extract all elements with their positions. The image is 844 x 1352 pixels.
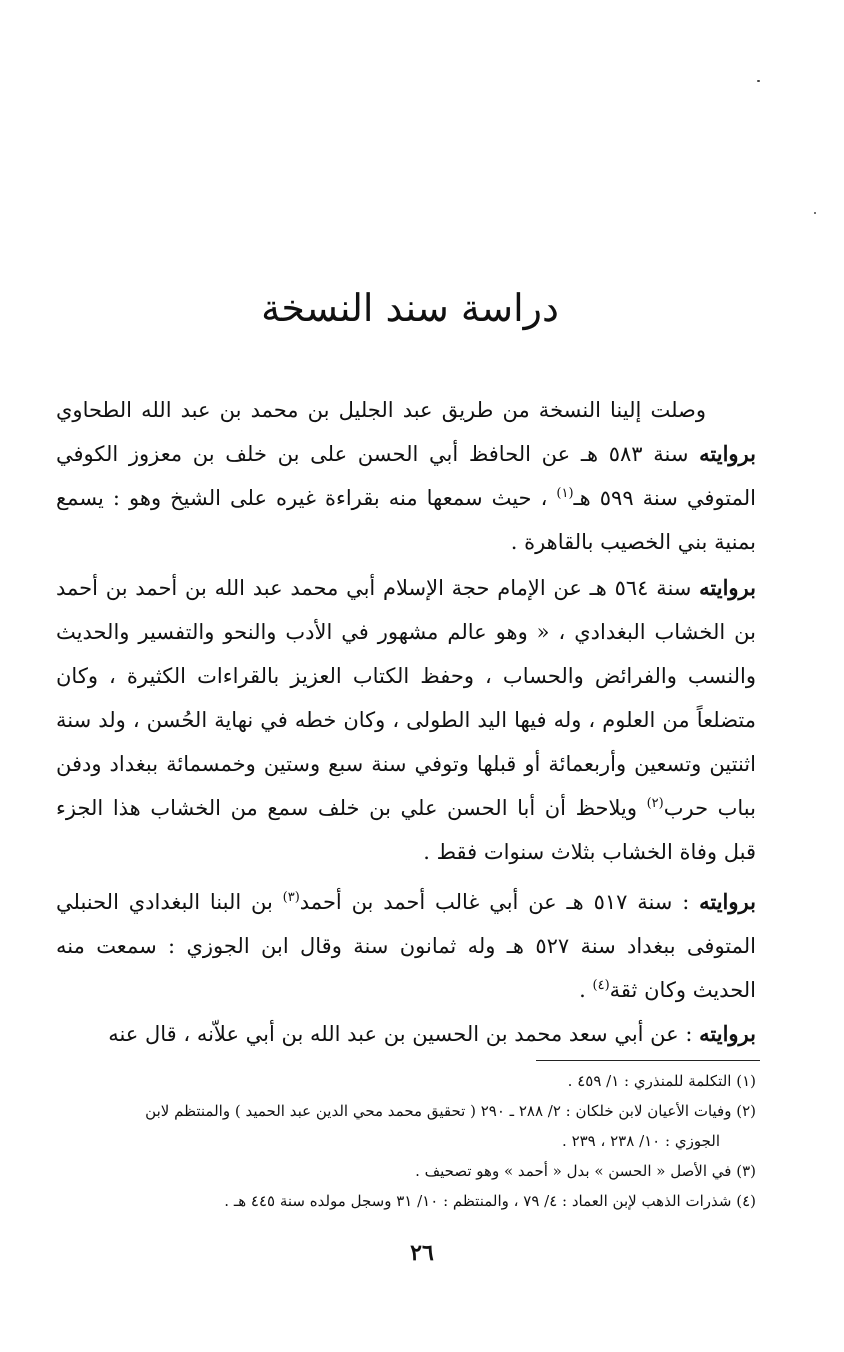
riwaya-keyword: بروايته [699,889,756,914]
paragraph-text: : سنة ٥١٧ هـ عن أبي غالب أحمد بن أحمد [299,890,690,914]
paragraph-2 [56,566,756,874]
paragraph-3 [56,880,756,1012]
paragraph-text: بن البنا البغدادي الحنبلي المتوفى ببغداد سنة ٥٢٧ هـ وله ثمانون سنة وقال ابن الجوزي : سمعت منه الحديث وكان ثقة [56,890,757,1002]
paragraph-text: سنة ٥٦٤ هـ عن الإمام حجة الإسلام أبي محمد عبد الله بن أحمد بن أحمد بن الخشاب البغدادي ، « وهو عالم مشهور في الأدب والنحو والتفسير والحديث والنسب والفرائض والحساب ، وحفظ الكتاب العزيز بالقراءات الكثيرة ، وكان متضلعاً من العلوم ، وله فيها اليد الطولى ، وكان خطه في نهاية الحُسن ، ولد سنة اثنتين وتسعين وأربعمائة أو قبلها وتوفي سنة سبع وستين وخمسمائة ببغداد ودفن بباب حرب [56,576,756,820]
scan-speck [814,212,816,214]
footnote-4: (٤) شذرات الذهب لإبن العماد : ٤/ ٧٩ ، والمنتظم : ١٠/ ٣١ وسجل مولده سنة ٤٤٥ هـ . [224,1192,756,1210]
footnote-2-continuation: الجوزي : ١٠/ ٢٣٨ ، ٢٣٩ . [562,1132,720,1150]
paragraph-text: ويلاحظ أن أبا الحسن علي بن خلف سمع من الخشاب هذا الجزء قبل وفاة الخشاب بثلاث سنوات فقط . [56,796,756,864]
riwaya-keyword: بروايته [699,575,756,600]
paragraph-1 [56,388,756,564]
page-number: ٢٦ [410,1240,434,1266]
paragraph-text: . [579,978,586,1002]
scan-speck [757,80,760,82]
footnotes [56,1066,756,1216]
paragraph-4 [56,1012,756,1056]
footnote-divider [536,1060,760,1061]
paragraph-text: وصلت إلينا النسخة من طريق عبد الجليل بن محمد بن عبد الله الطحاوي [56,398,706,422]
footnote-marker: (١) [556,486,574,501]
footnote-marker: (٢) [646,796,664,811]
section-title: دراسة سند النسخة [261,286,559,330]
footnote-3: (٣) في الأصل « الحسن » بدل « أحمد » وهو تصحيف . [415,1162,756,1180]
riwaya-keyword: بروايته [699,441,756,466]
paragraph-text: سنة ٥٨٣ هـ عن الحافظ أبي الحسن على بن خلف بن معزوز الكوفي المتوفي سنة ٥٩٩ هـ [56,442,756,510]
riwaya-keyword: بروايته [699,1021,756,1046]
paragraph-text: : عن أبي سعد محمد بن الحسين بن عبد الله بن أبي علاّنه ، قال عنه [108,1022,693,1046]
footnote-2: (٢) وفيات الأعيان لابن خلكان : ٢/ ٢٨٨ ـ ٢٩٠ ( تحقيق محمد محي الدين عبد الحميد ) والمنتظم لابن [145,1102,756,1120]
footnote-marker: (٣) [282,890,300,905]
footnote-marker: (٤) [592,978,610,993]
footnote-1: (١) التكلمة للمنذري : ١/ ٤٥٩ . [567,1072,756,1090]
paragraph-text: ، حيث سمعها منه بقراءة غيره على الشيخ وهو : يسمع بمنية بني الخصيب بالقاهرة . [56,486,756,554]
